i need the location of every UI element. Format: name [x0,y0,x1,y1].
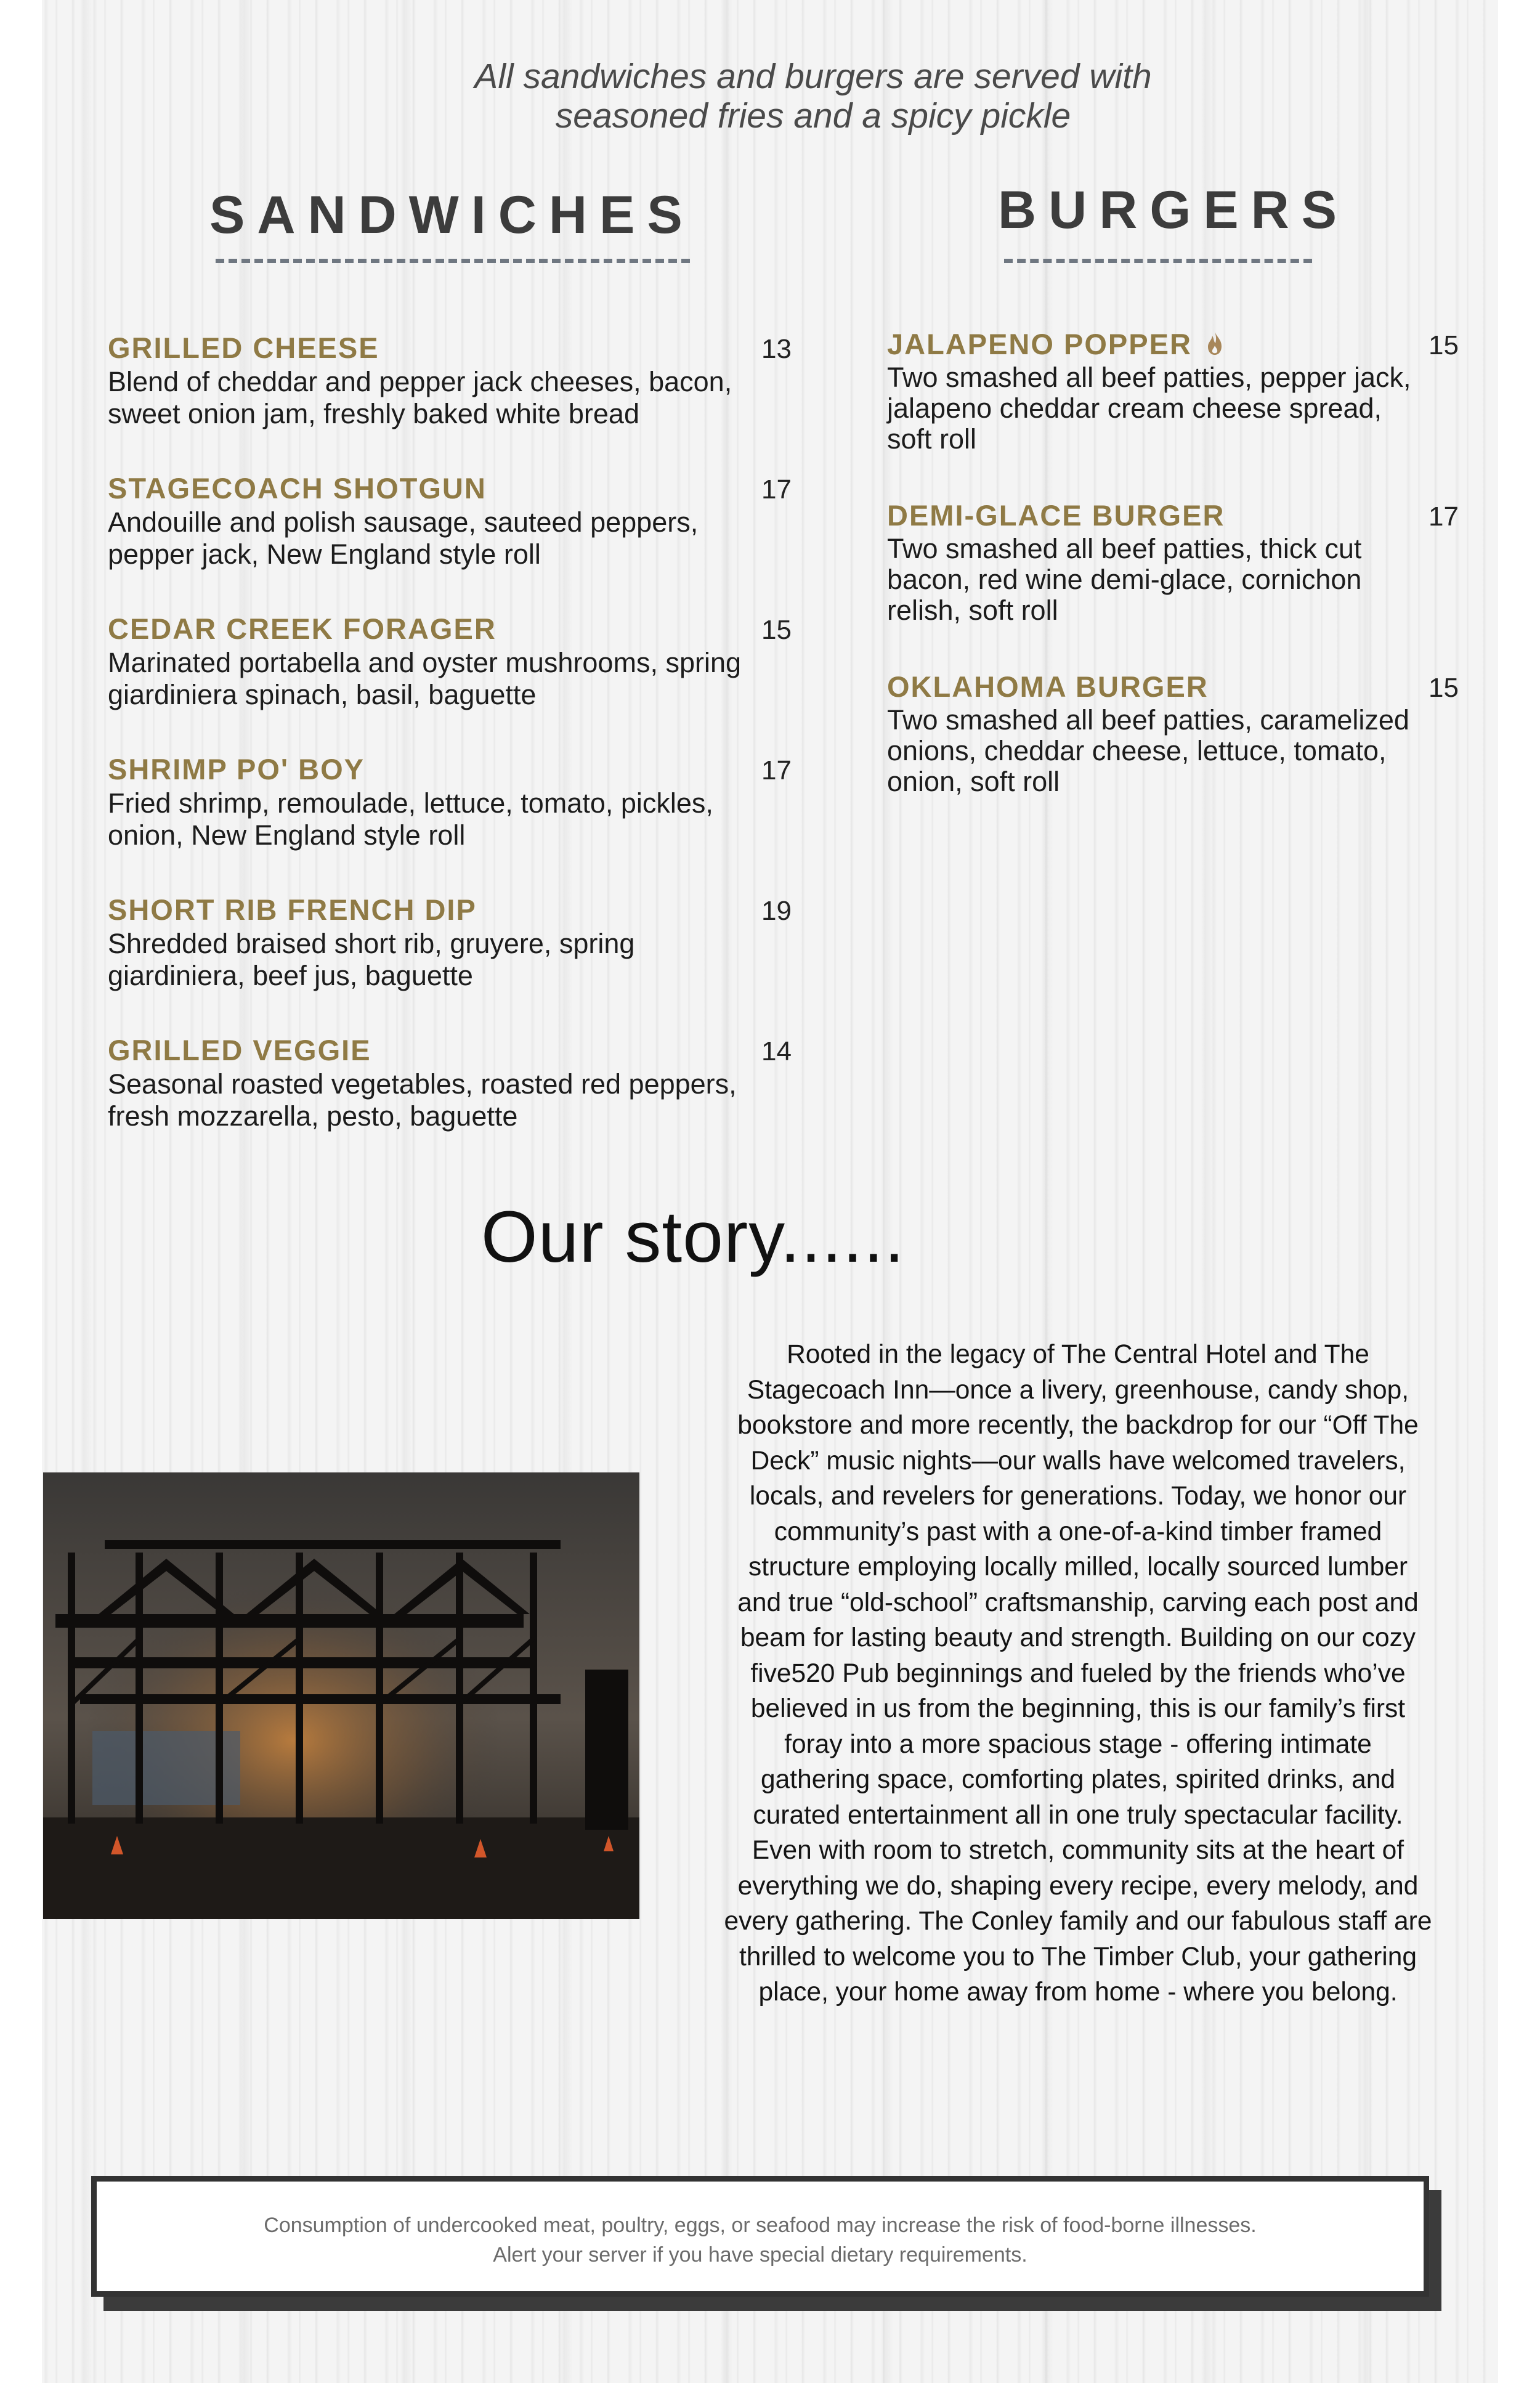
flame-icon [1206,330,1224,359]
item-description [108,366,792,430]
story-line: structure employing locally milled, locally sourced lumber [748,1553,1408,1581]
description-line: Marinated portabella and oyster mushrooms, spring [108,647,742,678]
description-line: onion, soft roll [887,766,1060,797]
description-line: jalapeno cheddar cream cheese spread, [887,392,1382,424]
served-with-line-2: seasoned fries and a spicy pickle [555,96,1071,136]
story-line: five520 Pub beginnings and fueled by the friends who’ve [750,1658,1406,1688]
story-line: foray into a more spacious stage - offering intimate [784,1729,1372,1759]
item-name: GRILLED CHEESE [108,331,379,364]
item-name: STAGECOACH SHOTGUN [108,472,487,505]
sandwiches-heading: SANDWICHES [209,185,695,245]
menu-item-oklahoma-burger [887,669,1459,797]
story-line: place, your home away from home - where you belong. [758,1978,1398,2007]
burgers-divider [1004,259,1312,263]
served-with-note [394,57,1232,136]
menu-item-demi-glace-burger [887,498,1459,626]
page-margin-right [1498,0,1540,2383]
menu-item-short-rib-french-dip [108,892,792,992]
story-title: Our story...... [480,1196,906,1278]
description-line: Fried shrimp, remoulade, lettuce, tomato, pickles, [108,787,713,819]
item-description [887,362,1459,455]
story-line: curated entertainment all in one truly spectacular facility. [753,1800,1403,1830]
item-description [108,506,792,570]
served-with-line-1: All sandwiches and burgers are served with [474,57,1152,96]
item-description [887,705,1459,797]
story-line: everything we do, shaping every recipe, every melody, and [737,1871,1419,1901]
story-line: and true “old-school” craftsmanship, carving each post and [737,1588,1419,1617]
item-price: 15 [1429,330,1459,360]
story-line: beam for lasting beauty and strength. Building on our cozy [740,1623,1416,1652]
description-line: giardiniera, beef jus, baguette [108,960,473,991]
item-description [887,534,1459,626]
item-description [108,1068,792,1132]
story-line: thrilled to welcome you to The Timber Club, your gathering [739,1942,1417,1971]
item-name: DEMI-GLACE BURGER [887,499,1225,532]
story-line: Deck” music nights—our walls have welcomed travelers, [750,1446,1406,1476]
item-name: CEDAR CREEK FORAGER [108,612,496,645]
timber-frame-photo [43,1472,639,1919]
description-line: Two smashed all beef patties, caramelized [887,704,1409,736]
story-paragraph [681,1337,1475,2010]
item-name: SHRIMP PO' BOY [108,753,365,786]
menu-item-grilled-veggie [108,1033,792,1132]
description-line: pepper jack, New England style roll [108,538,541,570]
story-line: Even with room to stretch, community sits at the heart of [752,1836,1404,1865]
sandwiches-divider [216,259,690,263]
food-safety-notice [91,2176,1429,2297]
description-line: Two smashed all beef patties, pepper jack, [887,362,1411,393]
story-line: Stagecoach Inn—once a livery, greenhouse, candy shop, [747,1375,1409,1405]
description-line: Two smashed all beef patties, thick cut [887,533,1362,564]
description-line: Shredded braised short rib, gruyere, spring [108,928,635,959]
notice-line-1: Consumption of undercooked meat, poultry, eggs, or seafood may increase the risk of food-borne illnesses. [264,2214,1257,2237]
menu-item-shrimp-po-boy [108,752,792,851]
menu-item-cedar-creek-forager [108,611,792,711]
notice-line-2: Alert your server if you have special dietary requirements. [493,2243,1027,2267]
item-name: GRILLED VEGGIE [108,1034,371,1066]
description-line: Blend of cheddar and pepper jack cheeses, bacon, [108,366,732,397]
item-price: 17 [1429,501,1459,532]
description-line: fresh mozzarella, pesto, baguette [108,1100,518,1132]
item-description [108,787,792,851]
item-price: 17 [761,755,792,786]
item-price: 13 [761,334,792,364]
description-line: giardiniera spinach, basil, baguette [108,679,537,710]
story-line: believed in us from the beginning, this is our family’s first [750,1694,1406,1723]
menu-item-jalapeno-popper [887,327,1459,455]
story-line: every gathering. The Conley family and our fabulous staff are [724,1907,1432,1936]
page-margin-left [0,0,42,2383]
description-line: onions, cheddar cheese, lettuce, tomato, [887,735,1387,766]
story-line: gathering space, comforting plates, spirited drinks, and [760,1765,1395,1794]
item-price: 14 [761,1036,792,1066]
item-description [108,647,792,711]
description-line: sweet onion jam, freshly baked white bread [108,398,639,429]
burgers-heading: BURGERS [998,181,1350,240]
menu-item-grilled-cheese [108,330,792,430]
item-price: 19 [761,896,792,926]
item-description [108,928,792,992]
description-line: onion, New England style roll [108,819,466,851]
item-name: JALAPENO POPPER [887,328,1192,360]
story-line: community’s past with a one-of-a-kind timber framed [774,1517,1382,1546]
item-name: OKLAHOMA BURGER [887,670,1209,703]
item-name: SHORT RIB FRENCH DIP [108,893,477,926]
description-line: relish, soft roll [887,595,1058,626]
description-line: Seasonal roasted vegetables, roasted red peppers, [108,1068,737,1100]
description-line: bacon, red wine demi-glace, cornichon [887,564,1362,595]
description-line: Andouille and polish sausage, sauteed peppers, [108,506,699,538]
story-line: locals, and revelers for generations. Today, we honor our [749,1482,1407,1511]
item-price: 15 [761,615,792,645]
item-price: 15 [1429,673,1459,703]
story-line: bookstore and more recently, the backdrop for our “Off The [737,1411,1419,1440]
description-line: soft roll [887,423,977,455]
menu-item-stagecoach-shotgun [108,471,792,570]
story-line: Rooted in the legacy of The Central Hotel and The [787,1340,1369,1369]
item-price: 17 [761,474,792,505]
